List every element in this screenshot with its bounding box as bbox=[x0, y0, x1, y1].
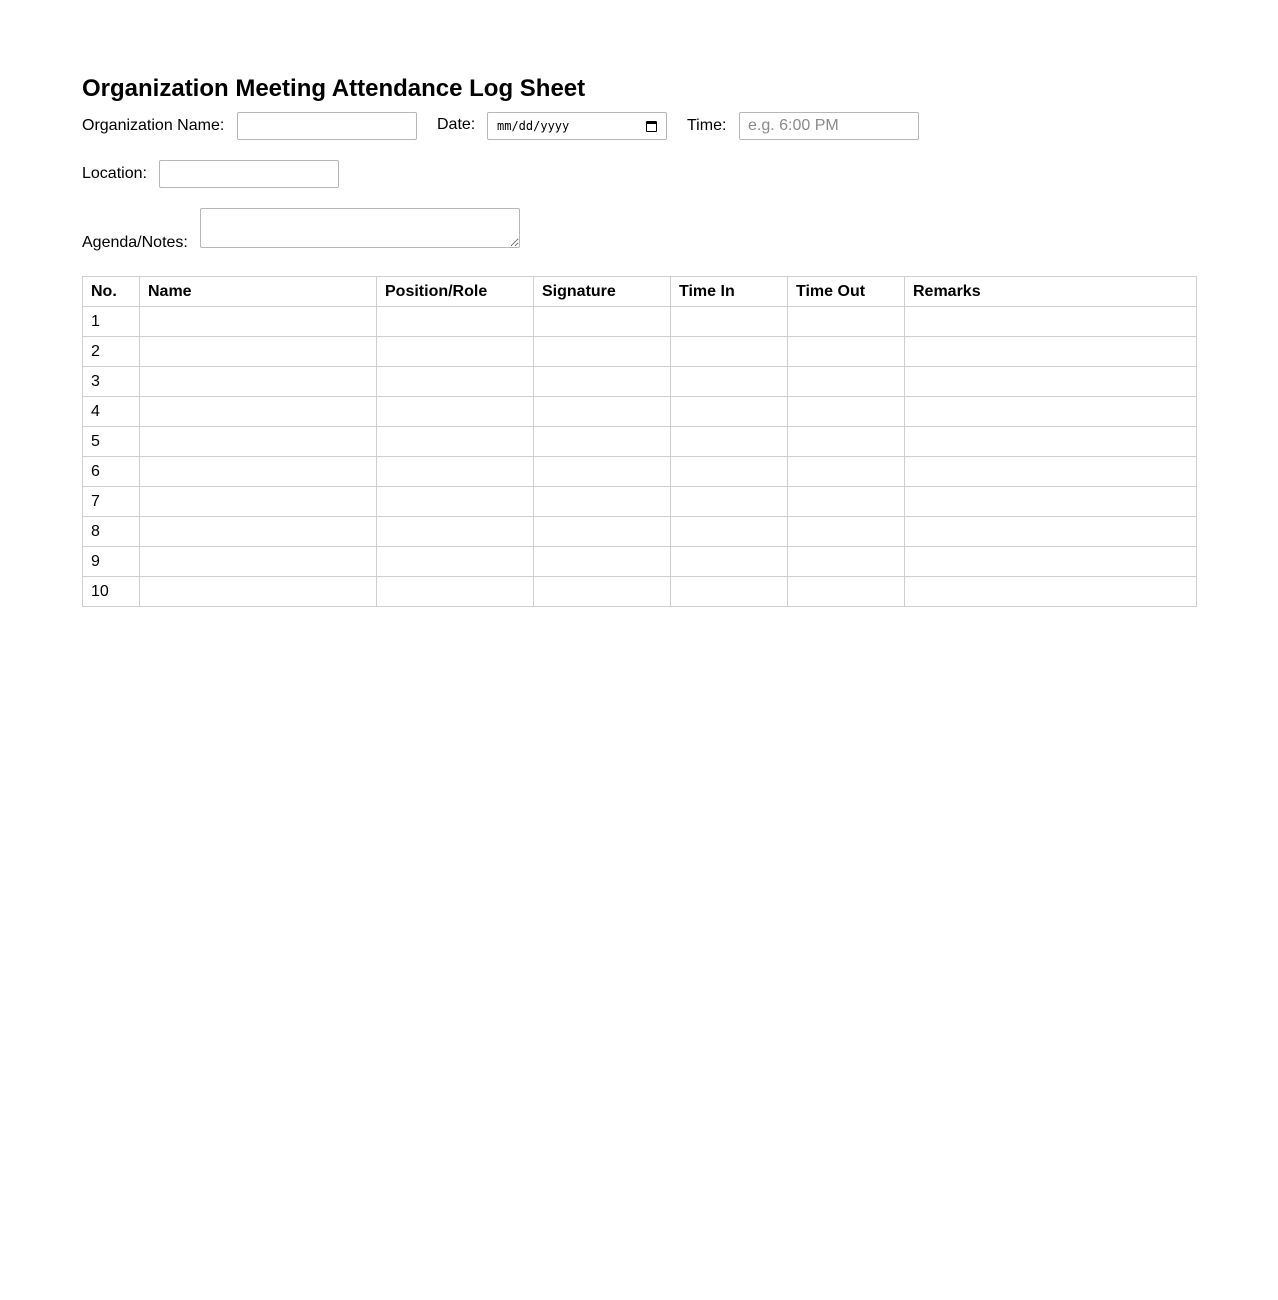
row-number: 2 bbox=[83, 337, 140, 367]
date-placeholder: mm/dd/yyyy bbox=[497, 119, 570, 133]
org-name-input[interactable] bbox=[237, 112, 417, 140]
time-out-cell[interactable] bbox=[788, 517, 905, 547]
agenda-textarea[interactable] bbox=[200, 208, 520, 248]
time-in-cell[interactable] bbox=[671, 457, 788, 487]
time-in-cell[interactable] bbox=[671, 337, 788, 367]
time-in-cell[interactable] bbox=[671, 307, 788, 337]
table-row bbox=[83, 487, 1197, 517]
signature-cell[interactable] bbox=[534, 457, 671, 487]
name-cell[interactable] bbox=[140, 367, 377, 397]
name-cell[interactable] bbox=[140, 337, 377, 367]
signature-cell[interactable] bbox=[534, 577, 671, 607]
time-label: Time: bbox=[687, 117, 727, 134]
table-row bbox=[83, 577, 1197, 607]
time-in-cell[interactable] bbox=[671, 577, 788, 607]
header-remarks: Remarks bbox=[905, 277, 1197, 307]
table-row bbox=[83, 367, 1197, 397]
remarks-cell[interactable] bbox=[905, 427, 1197, 457]
table-row bbox=[83, 547, 1197, 577]
signature-cell[interactable] bbox=[534, 307, 671, 337]
table-row bbox=[83, 397, 1197, 427]
table-row bbox=[83, 427, 1197, 457]
row-number: 5 bbox=[83, 427, 140, 457]
remarks-cell[interactable] bbox=[905, 367, 1197, 397]
time-out-cell[interactable] bbox=[788, 577, 905, 607]
remarks-cell[interactable] bbox=[905, 487, 1197, 517]
header-name: Name bbox=[140, 277, 377, 307]
remarks-cell[interactable] bbox=[905, 337, 1197, 367]
name-cell[interactable] bbox=[140, 547, 377, 577]
org-name-label: Organization Name: bbox=[82, 117, 225, 134]
row-number: 10 bbox=[83, 577, 140, 607]
table-row bbox=[83, 307, 1197, 337]
header-time-out: Time Out bbox=[788, 277, 905, 307]
position-cell[interactable] bbox=[377, 547, 534, 577]
signature-cell[interactable] bbox=[534, 367, 671, 397]
signature-cell[interactable] bbox=[534, 487, 671, 517]
attendance-table bbox=[82, 276, 1197, 607]
time-in-cell[interactable] bbox=[671, 547, 788, 577]
time-out-cell[interactable] bbox=[788, 547, 905, 577]
row-number: 9 bbox=[83, 547, 140, 577]
name-cell[interactable] bbox=[140, 307, 377, 337]
table-row bbox=[83, 457, 1197, 487]
name-cell[interactable] bbox=[140, 577, 377, 607]
time-in-cell[interactable] bbox=[671, 487, 788, 517]
row-number: 3 bbox=[83, 367, 140, 397]
date-label: Date: bbox=[437, 116, 476, 133]
time-in-cell[interactable] bbox=[671, 517, 788, 547]
page-title: Organization Meeting Attendance Log Sheet bbox=[82, 75, 586, 102]
time-in-cell[interactable] bbox=[671, 427, 788, 457]
name-cell[interactable] bbox=[140, 457, 377, 487]
position-cell[interactable] bbox=[377, 487, 534, 517]
agenda-label: Agenda/Notes: bbox=[82, 234, 188, 251]
signature-cell[interactable] bbox=[534, 337, 671, 367]
name-cell[interactable] bbox=[140, 427, 377, 457]
row-number: 6 bbox=[83, 457, 140, 487]
time-out-cell[interactable] bbox=[788, 487, 905, 517]
signature-cell[interactable] bbox=[534, 547, 671, 577]
time-out-cell[interactable] bbox=[788, 307, 905, 337]
row-number: 4 bbox=[83, 397, 140, 427]
remarks-cell[interactable] bbox=[905, 517, 1197, 547]
name-cell[interactable] bbox=[140, 517, 377, 547]
position-cell[interactable] bbox=[377, 397, 534, 427]
time-out-cell[interactable] bbox=[788, 397, 905, 427]
time-out-cell[interactable] bbox=[788, 427, 905, 457]
header-position-role: Position/Role bbox=[377, 277, 534, 307]
row-number: 1 bbox=[83, 307, 140, 337]
position-cell[interactable] bbox=[377, 577, 534, 607]
time-in-cell[interactable] bbox=[671, 367, 788, 397]
signature-cell[interactable] bbox=[534, 517, 671, 547]
time-out-cell[interactable] bbox=[788, 457, 905, 487]
remarks-cell[interactable] bbox=[905, 547, 1197, 577]
date-input[interactable] bbox=[487, 112, 667, 140]
time-input[interactable] bbox=[739, 112, 919, 140]
row-number: 7 bbox=[83, 487, 140, 517]
table-header-row bbox=[83, 277, 1197, 307]
table-row bbox=[83, 337, 1197, 367]
time-in-cell[interactable] bbox=[671, 397, 788, 427]
calendar-icon[interactable] bbox=[646, 121, 657, 132]
position-cell[interactable] bbox=[377, 307, 534, 337]
time-out-cell[interactable] bbox=[788, 367, 905, 397]
location-input[interactable] bbox=[159, 160, 339, 188]
header-time-in: Time In bbox=[671, 277, 788, 307]
table-row bbox=[83, 517, 1197, 547]
position-cell[interactable] bbox=[377, 457, 534, 487]
position-cell[interactable] bbox=[377, 427, 534, 457]
remarks-cell[interactable] bbox=[905, 397, 1197, 427]
remarks-cell[interactable] bbox=[905, 457, 1197, 487]
remarks-cell[interactable] bbox=[905, 577, 1197, 607]
name-cell[interactable] bbox=[140, 397, 377, 427]
header-signature: Signature bbox=[534, 277, 671, 307]
header-no: No. bbox=[83, 277, 140, 307]
signature-cell[interactable] bbox=[534, 427, 671, 457]
position-cell[interactable] bbox=[377, 367, 534, 397]
location-label: Location: bbox=[82, 165, 147, 182]
row-number: 8 bbox=[83, 517, 140, 547]
position-cell[interactable] bbox=[377, 337, 534, 367]
name-cell[interactable] bbox=[140, 487, 377, 517]
position-cell[interactable] bbox=[377, 517, 534, 547]
remarks-cell[interactable] bbox=[905, 307, 1197, 337]
time-out-cell[interactable] bbox=[788, 337, 905, 367]
signature-cell[interactable] bbox=[534, 397, 671, 427]
